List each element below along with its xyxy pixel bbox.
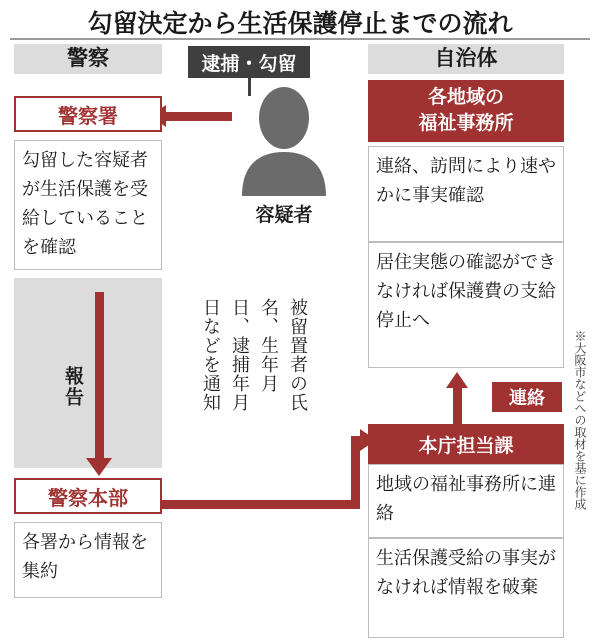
title-divider <box>10 38 590 40</box>
source-credit: ※大阪市などへの取材を基に作成 <box>573 330 587 510</box>
column-header-municipality: 自治体 <box>368 44 564 74</box>
suspect-silhouette-icon <box>236 84 332 196</box>
head-office-body-1: 地域の福祉事務所に連絡 <box>368 464 564 538</box>
welfare-office-header-line2: 福祉事務所 <box>418 113 514 134</box>
police-hq-header: 警察本部 <box>14 478 162 514</box>
report-arrowhead <box>86 458 112 476</box>
headoffice-to-welfare-arrowhead <box>446 372 468 388</box>
welfare-office-header <box>368 80 564 142</box>
column-header-police: 警察 <box>14 44 162 74</box>
hq-to-headoffice-line-vertical <box>351 436 360 509</box>
police-hq-body: 各署から情報を集約 <box>14 522 162 598</box>
arrest-detention-label: 逮捕・勾留 <box>188 46 310 78</box>
welfare-office-header-line1: 各地域の <box>427 87 504 108</box>
report-arrow-line <box>95 292 104 460</box>
renraku-label: 連絡 <box>492 382 562 412</box>
head-office-header: 本庁担当課 <box>368 424 564 464</box>
police-station-header: 警察署 <box>14 96 162 132</box>
notify-text: 被留置者の氏名、生年月日、逮捕年月日などを通知 <box>201 298 308 412</box>
hq-to-headoffice-line-horizontal <box>162 500 360 509</box>
suspect-to-police-line <box>166 112 232 121</box>
report-label: 報告 <box>62 366 83 408</box>
suspect-caption: 容疑者 <box>255 205 313 226</box>
police-station-body: 勾留した容疑者が生活保護を受給していることを確認 <box>14 140 162 270</box>
report-band <box>14 278 162 468</box>
welfare-office-body-2: 居住実態の確認ができなければ保護費の支給停止へ <box>368 242 564 368</box>
head-office-body-2: 生活保護受給の事実がなければ情報を破棄 <box>368 538 564 638</box>
page-title: 勾留決定から生活保護停止までの流れ <box>87 10 513 38</box>
welfare-office-body-1: 連絡、訪問により速やかに事実確認 <box>368 146 564 242</box>
